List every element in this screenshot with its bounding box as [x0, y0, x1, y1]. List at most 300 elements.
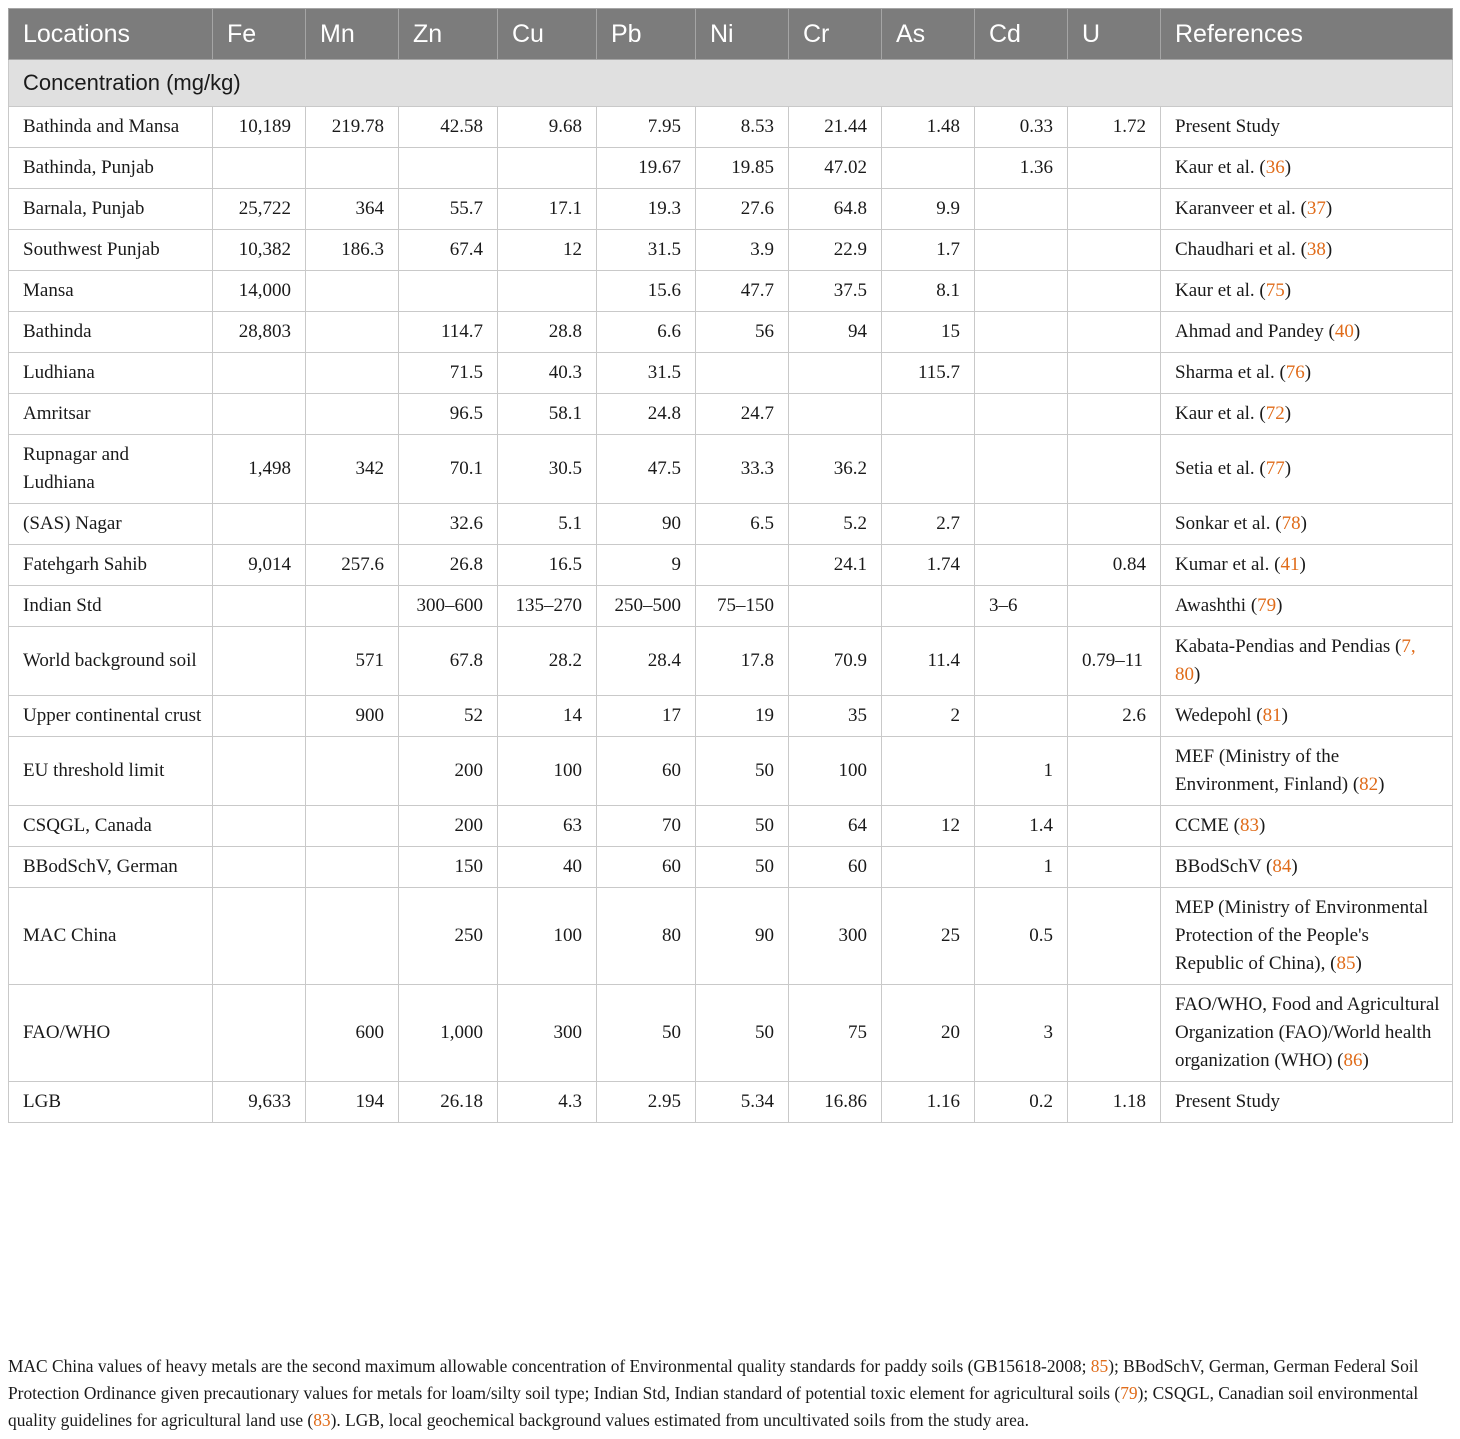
value-cell-ni: 8.53 — [696, 107, 789, 148]
value-cell-ni: 5.34 — [696, 1082, 789, 1123]
value-cell-u — [1068, 353, 1161, 394]
value-cell-cd: 0.5 — [975, 888, 1068, 985]
location-cell: Bathinda — [9, 312, 213, 353]
location-cell: CSQGL, Canada — [9, 806, 213, 847]
location-cell: Southwest Punjab — [9, 230, 213, 271]
reference-text: Kumar et al. ( — [1175, 554, 1281, 575]
value-cell-cu: 14 — [498, 696, 597, 737]
reference-text: CCME ( — [1175, 815, 1240, 836]
value-cell-pb: 2.95 — [597, 1082, 696, 1123]
reference-link[interactable]: 82 — [1359, 774, 1379, 795]
reference-cell — [1161, 148, 1453, 189]
value-cell-u — [1068, 435, 1161, 504]
reference-text: ) — [1304, 362, 1312, 383]
value-cell-zn: 52 — [399, 696, 498, 737]
reference-cell — [1161, 586, 1453, 627]
value-cell-mn — [306, 806, 399, 847]
heavy-metals-table — [8, 8, 1453, 1123]
value-cell-mn — [306, 312, 399, 353]
value-cell-as: 15 — [882, 312, 975, 353]
value-cell-pb: 60 — [597, 737, 696, 806]
column-header-fe: Fe — [213, 9, 306, 60]
location-cell: MAC China — [9, 888, 213, 985]
value-cell-cr — [789, 586, 882, 627]
value-cell-as: 1.48 — [882, 107, 975, 148]
reference-text: FAO/WHO, Food and Agricultural Organization (FAO)/World health organization (WHO) ( — [1175, 994, 1440, 1071]
value-cell-pb: 19.3 — [597, 189, 696, 230]
table-row — [9, 1082, 1453, 1123]
value-cell-pb: 17 — [597, 696, 696, 737]
reference-cell — [1161, 504, 1453, 545]
value-cell-zn — [399, 271, 498, 312]
value-cell-mn: 600 — [306, 985, 399, 1082]
value-cell-u: 0.84 — [1068, 545, 1161, 586]
reference-link[interactable]: 7, 80 — [1175, 636, 1416, 685]
table-row — [9, 806, 1453, 847]
reference-cell — [1161, 806, 1453, 847]
value-cell-as: 12 — [882, 806, 975, 847]
subheader-row — [9, 60, 1453, 107]
location-cell: FAO/WHO — [9, 985, 213, 1082]
value-cell-u: 1.72 — [1068, 107, 1161, 148]
value-cell-cd: 0.2 — [975, 1082, 1068, 1123]
value-cell-cu: 12 — [498, 230, 597, 271]
reference-link[interactable]: 41 — [1280, 554, 1300, 575]
value-cell-u — [1068, 737, 1161, 806]
table-body — [9, 107, 1453, 1123]
value-cell-cd — [975, 696, 1068, 737]
reference-link[interactable]: 77 — [1265, 458, 1285, 479]
value-cell-fe: 1,498 — [213, 435, 306, 504]
value-cell-zn: 250 — [399, 888, 498, 985]
value-cell-cd: 1.4 — [975, 806, 1068, 847]
footnote-text: ). LGB, local geochemical background values estimated from uncultivated soils from the study area. — [330, 1410, 1029, 1430]
table-row — [9, 394, 1453, 435]
value-cell-cd — [975, 504, 1068, 545]
location-cell: Upper continental crust — [9, 696, 213, 737]
value-cell-fe — [213, 847, 306, 888]
value-cell-fe — [213, 627, 306, 696]
reference-text: Kabata-Pendias and Pendias ( — [1175, 636, 1402, 657]
value-cell-ni: 33.3 — [696, 435, 789, 504]
value-cell-pb: 70 — [597, 806, 696, 847]
value-cell-u — [1068, 586, 1161, 627]
table-row — [9, 888, 1453, 985]
value-cell-ni: 47.7 — [696, 271, 789, 312]
value-cell-as: 2.7 — [882, 504, 975, 545]
value-cell-fe — [213, 504, 306, 545]
value-cell-cu: 30.5 — [498, 435, 597, 504]
subheader-cell: Concentration (mg/kg) — [9, 60, 1453, 107]
value-cell-zn: 32.6 — [399, 504, 498, 545]
footnote-text: ); CSQGL, Canadian soil environmental quality guidelines for agricultural land use ( — [8, 1383, 1419, 1430]
reference-cell — [1161, 189, 1453, 230]
reference-text: Sonkar et al. ( — [1175, 513, 1282, 534]
footnote-text: MAC China values of heavy metals are the second maximum allowable concentration of Environmental quality standards for paddy soils (GB15618-2008; — [8, 1356, 1091, 1376]
value-cell-zn: 42.58 — [399, 107, 498, 148]
reference-cell — [1161, 847, 1453, 888]
table-container — [8, 8, 1452, 1123]
value-cell-pb: 15.6 — [597, 271, 696, 312]
value-cell-fe — [213, 586, 306, 627]
reference-link[interactable]: 76 — [1285, 362, 1305, 383]
table-row — [9, 985, 1453, 1082]
table-row — [9, 627, 1453, 696]
value-cell-cu: 58.1 — [498, 394, 597, 435]
value-cell-cu: 28.8 — [498, 312, 597, 353]
reference-text: Ahmad and Pandey ( — [1175, 321, 1335, 342]
value-cell-pb: 24.8 — [597, 394, 696, 435]
table-row — [9, 737, 1453, 806]
value-cell-cd: 3–6 — [975, 586, 1068, 627]
value-cell-as: 1.74 — [882, 545, 975, 586]
reference-link[interactable]: 75 — [1265, 280, 1285, 301]
reference-cell — [1161, 107, 1453, 148]
value-cell-mn — [306, 353, 399, 394]
reference-text: Kaur et al. ( — [1175, 403, 1266, 424]
reference-text: ) — [1299, 554, 1306, 575]
value-cell-u — [1068, 312, 1161, 353]
value-cell-pb: 60 — [597, 847, 696, 888]
reference-link[interactable]: 72 — [1265, 403, 1285, 424]
value-cell-as: 1.16 — [882, 1082, 975, 1123]
value-cell-as — [882, 435, 975, 504]
reference-text: ) — [1325, 239, 1333, 260]
table-row — [9, 435, 1453, 504]
value-cell-ni: 50 — [696, 985, 789, 1082]
column-header-cu: Cu — [498, 9, 597, 60]
reference-link[interactable]: 86 — [1343, 1050, 1363, 1071]
location-cell: Fatehgarh Sahib — [9, 545, 213, 586]
value-cell-ni — [696, 353, 789, 394]
reference-link[interactable]: 83 — [1239, 815, 1259, 836]
value-cell-ni: 56 — [696, 312, 789, 353]
value-cell-fe: 25,722 — [213, 189, 306, 230]
value-cell-fe — [213, 888, 306, 985]
column-header-ni: Ni — [696, 9, 789, 60]
location-cell: Barnala, Punjab — [9, 189, 213, 230]
value-cell-ni: 75–150 — [696, 586, 789, 627]
reference-cell — [1161, 737, 1453, 806]
reference-text: ) — [1284, 157, 1292, 178]
value-cell-cu: 300 — [498, 985, 597, 1082]
value-cell-cd — [975, 435, 1068, 504]
value-cell-cu: 17.1 — [498, 189, 597, 230]
value-cell-fe — [213, 737, 306, 806]
reference-text: ) — [1194, 664, 1201, 685]
value-cell-u — [1068, 847, 1161, 888]
location-cell: Amritsar — [9, 394, 213, 435]
value-cell-fe: 9,633 — [213, 1082, 306, 1123]
value-cell-fe — [213, 806, 306, 847]
table-row — [9, 586, 1453, 627]
reference-text: ) — [1284, 458, 1292, 479]
value-cell-mn: 900 — [306, 696, 399, 737]
table-row — [9, 312, 1453, 353]
reference-text: Chaudhari et al. ( — [1175, 239, 1307, 260]
value-cell-fe — [213, 394, 306, 435]
value-cell-mn: 257.6 — [306, 545, 399, 586]
reference-cell — [1161, 696, 1453, 737]
value-cell-fe: 10,189 — [213, 107, 306, 148]
location-cell: World background soil — [9, 627, 213, 696]
footnote-ref-link[interactable]: 83 — [313, 1410, 331, 1430]
value-cell-cu: 40 — [498, 847, 597, 888]
footnote-text: ); BBodSchV, German, German Federal Soil Protection Ordinance given precautionary values for metals for loam/silty soil type; Indian Std, Indian standard of potential toxic element for agricultural soils ( — [8, 1356, 1419, 1403]
value-cell-pb: 7.95 — [597, 107, 696, 148]
value-cell-mn — [306, 148, 399, 189]
value-cell-u — [1068, 888, 1161, 985]
value-cell-ni — [696, 545, 789, 586]
value-cell-fe: 14,000 — [213, 271, 306, 312]
value-cell-mn: 571 — [306, 627, 399, 696]
value-cell-zn: 200 — [399, 737, 498, 806]
value-cell-cr: 64 — [789, 806, 882, 847]
location-cell: (SAS) Nagar — [9, 504, 213, 545]
reference-cell — [1161, 230, 1453, 271]
column-header-cr: Cr — [789, 9, 882, 60]
value-cell-ni: 19 — [696, 696, 789, 737]
reference-link[interactable]: 79 — [1257, 595, 1277, 616]
value-cell-zn: 300–600 — [399, 586, 498, 627]
value-cell-cd — [975, 545, 1068, 586]
value-cell-cd: 1 — [975, 737, 1068, 806]
table-row — [9, 189, 1453, 230]
column-header-zn: Zn — [399, 9, 498, 60]
value-cell-cr — [789, 394, 882, 435]
value-cell-mn: 186.3 — [306, 230, 399, 271]
value-cell-ni: 27.6 — [696, 189, 789, 230]
value-cell-cr: 60 — [789, 847, 882, 888]
value-cell-mn — [306, 586, 399, 627]
reference-link[interactable]: 84 — [1272, 856, 1292, 877]
value-cell-zn: 200 — [399, 806, 498, 847]
column-header-references: References — [1161, 9, 1453, 60]
value-cell-zn: 55.7 — [399, 189, 498, 230]
footnote-ref-link[interactable]: 85 — [1090, 1356, 1109, 1376]
value-cell-as: 25 — [882, 888, 975, 985]
value-cell-u: 2.6 — [1068, 696, 1161, 737]
value-cell-ni: 50 — [696, 737, 789, 806]
value-cell-pb: 80 — [597, 888, 696, 985]
table-row — [9, 353, 1453, 394]
value-cell-cr: 75 — [789, 985, 882, 1082]
value-cell-fe: 10,382 — [213, 230, 306, 271]
reference-text: Setia et al. ( — [1175, 458, 1266, 479]
column-header-u: U — [1068, 9, 1161, 60]
value-cell-ni: 50 — [696, 847, 789, 888]
reference-cell — [1161, 888, 1453, 985]
value-cell-cr: 94 — [789, 312, 882, 353]
value-cell-cd: 0.33 — [975, 107, 1068, 148]
location-cell: Bathinda and Mansa — [9, 107, 213, 148]
value-cell-cr: 24.1 — [789, 545, 882, 586]
value-cell-zn: 71.5 — [399, 353, 498, 394]
value-cell-cd — [975, 230, 1068, 271]
value-cell-cu: 100 — [498, 888, 597, 985]
reference-link[interactable]: 85 — [1336, 953, 1356, 974]
value-cell-as: 9.9 — [882, 189, 975, 230]
value-cell-as — [882, 847, 975, 888]
value-cell-as — [882, 737, 975, 806]
value-cell-as: 11.4 — [882, 627, 975, 696]
value-cell-pb: 90 — [597, 504, 696, 545]
reference-link[interactable]: 40 — [1334, 321, 1354, 342]
reference-cell — [1161, 627, 1453, 696]
value-cell-cu: 16.5 — [498, 545, 597, 586]
reference-link[interactable]: 81 — [1262, 705, 1282, 726]
reference-link[interactable]: 37 — [1306, 198, 1326, 219]
footnote-ref-link[interactable]: 79 — [1120, 1383, 1138, 1403]
value-cell-fe — [213, 353, 306, 394]
value-cell-zn: 26.18 — [399, 1082, 498, 1123]
value-cell-cu: 135–270 — [498, 586, 597, 627]
reference-text: Present Study — [1175, 116, 1281, 137]
value-cell-mn — [306, 504, 399, 545]
value-cell-cd — [975, 189, 1068, 230]
table-row — [9, 230, 1453, 271]
value-cell-zn: 67.8 — [399, 627, 498, 696]
table-row — [9, 847, 1453, 888]
reference-text: ) — [1284, 403, 1292, 424]
reference-text: MEF (Ministry of the Environment, Finland) ( — [1175, 746, 1360, 795]
reference-link[interactable]: 36 — [1265, 157, 1285, 178]
reference-text: Awashthi ( — [1175, 595, 1258, 616]
reference-cell — [1161, 394, 1453, 435]
value-cell-pb: 6.6 — [597, 312, 696, 353]
reference-cell — [1161, 271, 1453, 312]
value-cell-mn: 194 — [306, 1082, 399, 1123]
value-cell-fe — [213, 696, 306, 737]
column-header-pb: Pb — [597, 9, 696, 60]
value-cell-cu — [498, 148, 597, 189]
value-cell-mn: 219.78 — [306, 107, 399, 148]
location-cell: BBodSchV, German — [9, 847, 213, 888]
value-cell-pb: 250–500 — [597, 586, 696, 627]
value-cell-ni: 19.85 — [696, 148, 789, 189]
value-cell-pb: 19.67 — [597, 148, 696, 189]
value-cell-mn — [306, 888, 399, 985]
table-row — [9, 545, 1453, 586]
reference-text: ) — [1325, 198, 1333, 219]
reference-text: BBodSchV ( — [1175, 856, 1273, 877]
reference-text: Sharma et al. ( — [1175, 362, 1286, 383]
value-cell-u: 1.18 — [1068, 1082, 1161, 1123]
value-cell-cd: 1.36 — [975, 148, 1068, 189]
reference-text: ) — [1353, 321, 1361, 342]
value-cell-zn — [399, 148, 498, 189]
value-cell-fe — [213, 148, 306, 189]
value-cell-as — [882, 394, 975, 435]
reference-text: ) — [1362, 1050, 1369, 1071]
location-cell: Bathinda, Punjab — [9, 148, 213, 189]
reference-text: ) — [1258, 815, 1266, 836]
value-cell-as: 20 — [882, 985, 975, 1082]
value-cell-cr: 47.02 — [789, 148, 882, 189]
value-cell-cr — [789, 353, 882, 394]
value-cell-ni: 24.7 — [696, 394, 789, 435]
value-cell-u — [1068, 806, 1161, 847]
column-header-cd: Cd — [975, 9, 1068, 60]
value-cell-mn: 342 — [306, 435, 399, 504]
reference-link[interactable]: 78 — [1281, 513, 1301, 534]
value-cell-zn: 150 — [399, 847, 498, 888]
value-cell-cu: 9.68 — [498, 107, 597, 148]
value-cell-cu: 40.3 — [498, 353, 597, 394]
value-cell-as: 8.1 — [882, 271, 975, 312]
reference-cell — [1161, 1082, 1453, 1123]
value-cell-cu: 63 — [498, 806, 597, 847]
value-cell-mn — [306, 271, 399, 312]
value-cell-cr: 16.86 — [789, 1082, 882, 1123]
column-header-locations: Locations — [9, 9, 213, 60]
value-cell-as: 2 — [882, 696, 975, 737]
value-cell-cr: 100 — [789, 737, 882, 806]
reference-text: ) — [1291, 856, 1298, 877]
value-cell-zn: 114.7 — [399, 312, 498, 353]
value-cell-mn — [306, 394, 399, 435]
reference-text: ) — [1276, 595, 1283, 616]
value-cell-cd: 3 — [975, 985, 1068, 1082]
table-row — [9, 504, 1453, 545]
reference-text: Karanveer et al. ( — [1175, 198, 1307, 219]
value-cell-cu: 28.2 — [498, 627, 597, 696]
column-header-as: As — [882, 9, 975, 60]
value-cell-cr: 70.9 — [789, 627, 882, 696]
table-header-row — [9, 9, 1453, 60]
value-cell-fe: 28,803 — [213, 312, 306, 353]
value-cell-u — [1068, 394, 1161, 435]
value-cell-fe: 9,014 — [213, 545, 306, 586]
value-cell-mn — [306, 847, 399, 888]
value-cell-cr: 22.9 — [789, 230, 882, 271]
location-cell: Mansa — [9, 271, 213, 312]
reference-text: MEP (Ministry of Environmental Protection of the People's Republic of China), ( — [1175, 897, 1429, 974]
value-cell-as — [882, 148, 975, 189]
value-cell-cu — [498, 271, 597, 312]
location-cell: Ludhiana — [9, 353, 213, 394]
table-row — [9, 696, 1453, 737]
reference-cell — [1161, 312, 1453, 353]
value-cell-cd — [975, 394, 1068, 435]
reference-text: ) — [1355, 953, 1362, 974]
value-cell-u — [1068, 230, 1161, 271]
reference-link[interactable]: 38 — [1306, 239, 1326, 260]
value-cell-u — [1068, 504, 1161, 545]
value-cell-u: 0.79–11 — [1068, 627, 1161, 696]
location-cell: Indian Std — [9, 586, 213, 627]
column-header-mn: Mn — [306, 9, 399, 60]
value-cell-as: 115.7 — [882, 353, 975, 394]
value-cell-zn: 96.5 — [399, 394, 498, 435]
table-row — [9, 148, 1453, 189]
value-cell-cr: 300 — [789, 888, 882, 985]
table-footnote — [8, 1353, 1452, 1434]
reference-text: ) — [1378, 774, 1385, 795]
location-cell: Rupnagar and Ludhiana — [9, 435, 213, 504]
value-cell-cu: 4.3 — [498, 1082, 597, 1123]
value-cell-cr: 36.2 — [789, 435, 882, 504]
value-cell-cr: 64.8 — [789, 189, 882, 230]
reference-cell — [1161, 985, 1453, 1082]
value-cell-cu: 5.1 — [498, 504, 597, 545]
location-cell: LGB — [9, 1082, 213, 1123]
reference-text: Wedepohl ( — [1175, 705, 1263, 726]
value-cell-ni: 50 — [696, 806, 789, 847]
value-cell-pb: 50 — [597, 985, 696, 1082]
value-cell-zn: 67.4 — [399, 230, 498, 271]
value-cell-cr: 5.2 — [789, 504, 882, 545]
